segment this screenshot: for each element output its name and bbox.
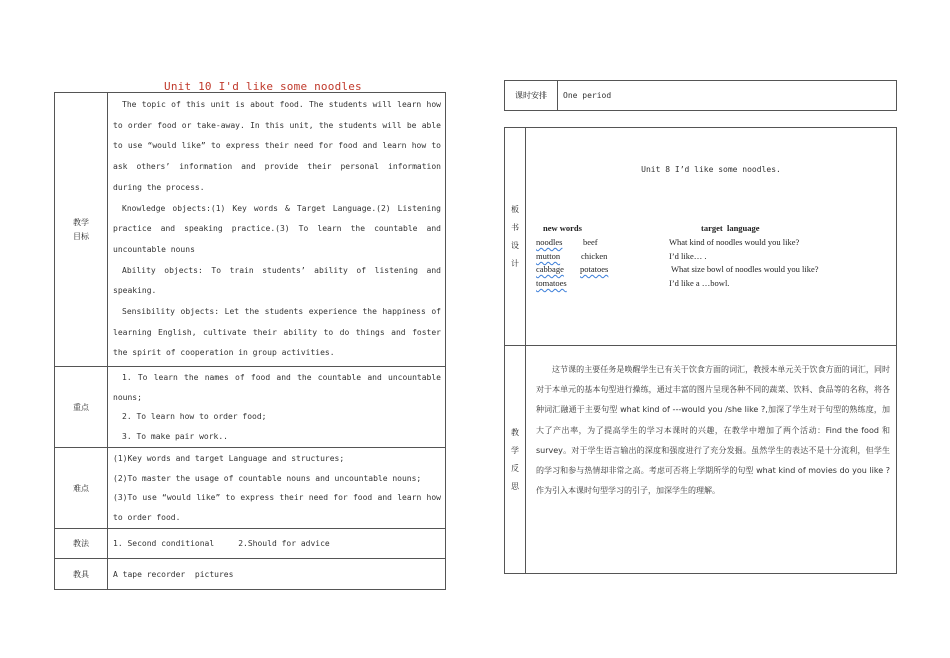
objectives-label-cell — [55, 93, 108, 367]
word-item: mutton — [536, 251, 561, 261]
target-language-title: target language — [701, 223, 760, 233]
key-points-row — [55, 367, 446, 448]
word-item: tomatoes — [536, 278, 567, 288]
word-item: potatoes — [580, 264, 609, 274]
tools-label: 教具 — [55, 559, 108, 590]
objectives-paragraph-4: Sensibility objects: Let the students experience the happiness of learning English, cultivate their ability to do things and foster the spirit of cooperation in group activities. — [113, 307, 441, 358]
difficult-points-label: 难点 — [55, 448, 108, 529]
reflection-text: 这节课的主要任务是唤醒学生已有关于饮食方面的词汇，教授本单元关于饮食方面的词汇，同时对于本单元的基本句型进行操练，通过丰富的图片呈现各种不同的蔬菜、饮料、食品等的名称，将各种词汇融通于主要句型 what kind of ---would you /she like ?,加深了学生对于句型的熟练度，加大了产出率，为了提高学生的学习本课时的兴趣，在教学中增加了两个活动：Find the food 和 survey。对于学生语言输出的深度和强度进行了充分发掘。虽然学生的表达不是十分流利，但学生的学习和参与热情却非常之高。考虑可否将上学期所学的句型 what kind of movies do you like ? 作为引入本课时句型学习的引子，加深学生的理解。 — [536, 365, 890, 496]
objectives-paragraph-2: Knowledge objects:(1) Key words & Target Language.(2) Listening practice and speaking practice.(3) To learn the countable and uncountable nouns — [113, 203, 441, 254]
blackboard-label: 板书设计 — [511, 204, 519, 268]
word-item: cabbage — [536, 264, 564, 274]
key-points-label: 重点 — [55, 367, 108, 448]
tools-row — [55, 559, 446, 590]
difficult-points-cell — [108, 448, 446, 529]
reflection-label: 教学反思 — [511, 427, 519, 491]
difficult-point-item: (1)Key words and target Language and structures; — [113, 454, 345, 464]
reflection-label-cell — [505, 346, 526, 574]
method-value: 1. Second conditional 2.Should for advice — [108, 529, 446, 559]
difficult-points-row — [55, 448, 446, 529]
schedule-value: One period — [558, 81, 897, 111]
objectives-row — [55, 93, 446, 367]
key-point-item: 2. To learn how to order food; — [122, 412, 267, 422]
tools-value: A tape recorder pictures — [108, 559, 446, 590]
word-item: noodles — [536, 237, 563, 247]
new-words-title: new words — [543, 223, 582, 233]
word-item: beef — [583, 237, 598, 247]
key-point-item: 1. To learn the names of food and the countable and uncountable nouns; — [113, 373, 441, 402]
difficult-point-item: (2)To master the usage of countable nouns and uncountable nouns; — [113, 473, 422, 483]
key-point-item: 3. To make pair work.. — [122, 431, 228, 441]
reflection-cell — [526, 346, 897, 574]
page-title: Unit 10 I'd like some noodles — [164, 80, 362, 93]
blackboard-row — [505, 128, 897, 346]
target-sentence: What kind of noodles would you like? — [669, 237, 800, 247]
blackboard-label-cell — [505, 128, 526, 346]
schedule-label: 课时安排 — [505, 81, 558, 111]
reflection-row — [505, 346, 897, 574]
target-sentence: I’d like… . — [669, 251, 707, 261]
schedule-table — [504, 80, 897, 111]
objectives-paragraph-3: Ability objects: To train students’ ability of listening and speaking. — [113, 265, 441, 296]
blackboard-cell — [526, 128, 897, 346]
lesson-plan-table — [54, 92, 446, 590]
objectives-label: 教学目标 — [73, 217, 89, 241]
schedule-row — [505, 81, 897, 111]
objectives-cell — [108, 93, 446, 367]
blackboard-heading: Unit 8 I’d like some noodles. — [641, 165, 781, 174]
target-sentence: What size bowl of noodles would you like? — [669, 264, 819, 274]
key-points-cell — [108, 367, 446, 448]
method-row — [55, 529, 446, 559]
objectives-paragraph-1: The topic of this unit is about food. The students will learn how to order food or take-away. In this unit, the students will be able to use “would like” to express their need for food and learn how to ask others’ information and provide their personal information during the process. — [113, 100, 441, 192]
method-label: 教法 — [55, 529, 108, 559]
word-item: chicken — [581, 251, 608, 261]
target-sentence: I’d like a …bowl. — [669, 278, 730, 288]
board-reflection-table — [504, 127, 897, 574]
difficult-point-item: (3)To use “would like” to express their need for food and learn how to order food. — [113, 493, 441, 522]
